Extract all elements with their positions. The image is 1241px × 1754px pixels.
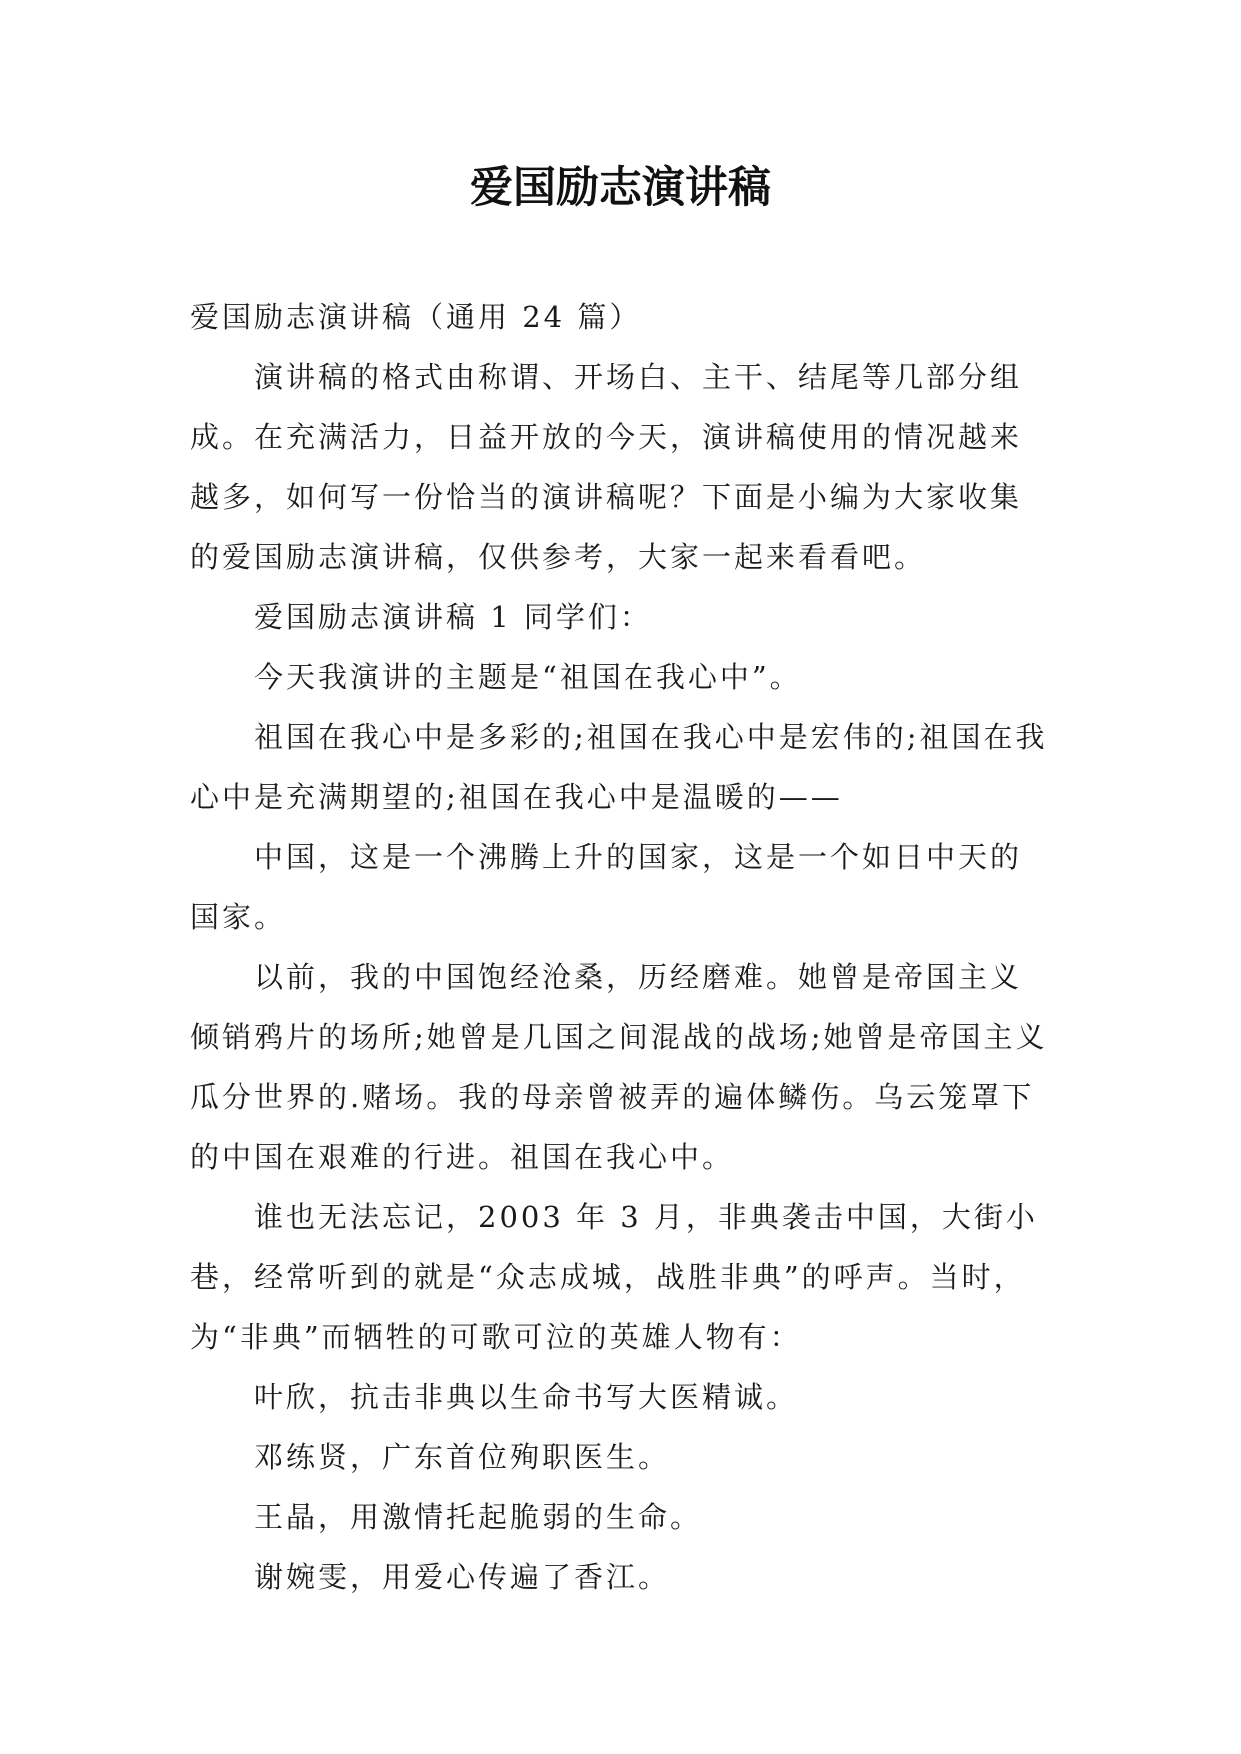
paragraph-subtitle: 爱国励志演讲稿（通用 24 篇） <box>190 300 642 334</box>
paragraph: 邓练贤，广东首位殉职医生。 <box>254 1440 671 1474</box>
document-title: 爱国励志演讲稿 <box>470 163 771 213</box>
paragraph: 中国，这是一个沸腾上升的国家，这是一个如日中天的国家。 <box>190 840 1023 934</box>
paragraph: 今天我演讲的主题是“祖国在我心中”。 <box>254 660 802 694</box>
paragraph: 谢婉雯，用爱心传遍了香江。 <box>254 1560 671 1594</box>
paragraph: 王晶，用激情托起脆弱的生命。 <box>254 1500 703 1534</box>
paragraph: 祖国在我心中是多彩的;祖国在我心中是宏伟的;祖国在我心中是充满期望的;祖国在我心中是温暖的—— <box>190 720 1048 814</box>
paragraph: 谁也无法忘记，2003 年 3 月，非典袭击中国，大街小巷，经常听到的就是“众志成城，战胜非典”的呼声。当时，为“非典”而牺牲的可歌可泣的英雄人物有： <box>190 1200 1038 1354</box>
document-body <box>190 287 1052 1607</box>
paragraph: 演讲稿的格式由称谓、开场白、主干、结尾等几部分组成。在充满活力，日益开放的今天，演讲稿使用的情况越来越多，如何写一份恰当的演讲稿呢？下面是小编为大家收集的爱国励志演讲稿，仅供参考，大家一起来看看吧。 <box>190 360 1023 574</box>
paragraph: 爱国励志演讲稿 1 同学们： <box>254 600 652 634</box>
paragraph: 叶欣，抗击非典以生命书写大医精诚。 <box>254 1380 799 1414</box>
paragraph: 以前，我的中国饱经沧桑，历经磨难。她曾是帝国主义倾销鸦片的场所;她曾是几国之间混战的战场;她曾是帝国主义瓜分世界的.赌场。我的母亲曾被弄的遍体鳞伤。乌云笼罩下的中国在艰难的行进。祖国在我心中。 <box>190 960 1048 1174</box>
